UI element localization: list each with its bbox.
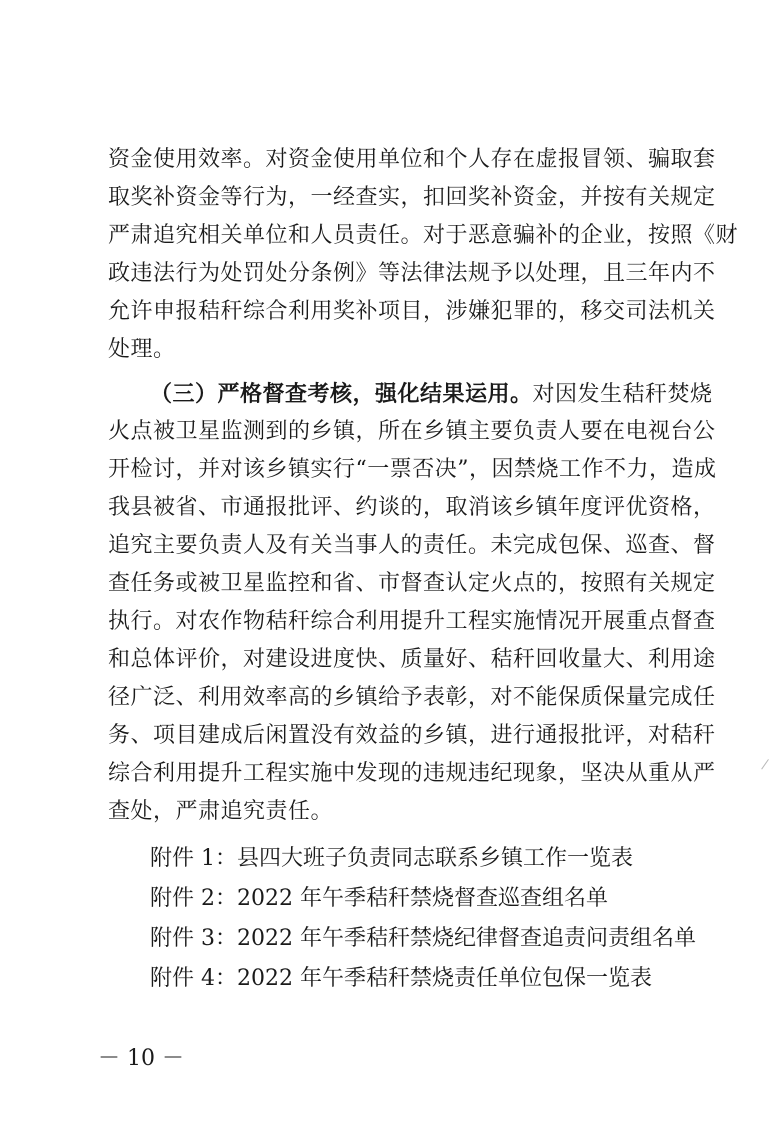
paragraph-line: 允许申报秸秆综合利用奖补项目，涉嫌犯罪的，移交司法机关 xyxy=(108,299,716,324)
page-number: － 10 － xyxy=(98,1046,184,1071)
section-3-first-line xyxy=(150,380,713,409)
attachment-item: 附件 2：2022 年午季秸秆禁烧督查巡查组名单 xyxy=(150,886,608,911)
paragraph-line: 我县被省、市通报批评、约谈的，取消该乡镇年度评优资格， xyxy=(108,495,716,520)
paragraph-line: 处理。 xyxy=(108,337,176,362)
paragraph-line: 查处，严肃追究责任。 xyxy=(108,799,334,824)
paragraph-line: 和总体评价，对建设进度快、质量好、秸秆回收量大、利用途 xyxy=(108,647,716,672)
attachment-item: 附件 4：2022 年午季秸秆禁烧责任单位包保一览表 xyxy=(150,966,652,991)
section-3-first-line-text: 对因发生秸秆焚烧 xyxy=(532,382,713,407)
paragraph-line: 查任务或被卫星监控和省、市督查认定火点的，按照有关规定 xyxy=(108,571,716,596)
paragraph-line: 开检讨，并对该乡镇实行“一票否决”，因禁烧工作不力，造成 xyxy=(108,457,717,482)
attachment-item: 附件 3：2022 年午季秸秆禁烧纪律督查追责问责组名单 xyxy=(150,926,696,951)
paragraph-line: 执行。对农作物秸秆综合利用提升工程实施情况开展重点督查 xyxy=(108,609,716,634)
section-3-heading: （三）严格督查考核，强化结果运用。 xyxy=(150,381,533,407)
paragraph-line: 务、项目建成后闲置没有效益的乡镇，进行通报批评，对秸秆 xyxy=(108,723,716,748)
paragraph-line: 取奖补资金等行为，一经查实，扣回奖补资金，并按有关规定 xyxy=(108,185,716,210)
paragraph-line: 综合利用提升工程实施中发现的违规违纪现象，坚决从重从严 xyxy=(108,761,716,786)
paragraph-line: 追究主要负责人及有关当事人的责任。未完成包保、巡查、督 xyxy=(108,533,716,558)
attachment-item: 附件 1：县四大班子负责同志联系乡镇工作一览表 xyxy=(150,846,633,871)
paragraph-line: 火点被卫星监测到的乡镇，所在乡镇主要负责人要在电视台公 xyxy=(108,419,716,444)
scan-mark xyxy=(761,759,774,773)
paragraph-line: 政违法行为处罚处分条例》等法律法规予以处理，且三年内不 xyxy=(108,261,716,286)
paragraph-line: 资金使用效率。对资金使用单位和个人存在虚报冒领、骗取套 xyxy=(108,147,716,172)
paragraph-line: 严肃追究相关单位和人员责任。对于恶意骗补的企业，按照《财 xyxy=(108,223,739,248)
paragraph-line: 径广泛、利用效率高的乡镇给予表彰，对不能保质保量完成任 xyxy=(108,685,716,710)
